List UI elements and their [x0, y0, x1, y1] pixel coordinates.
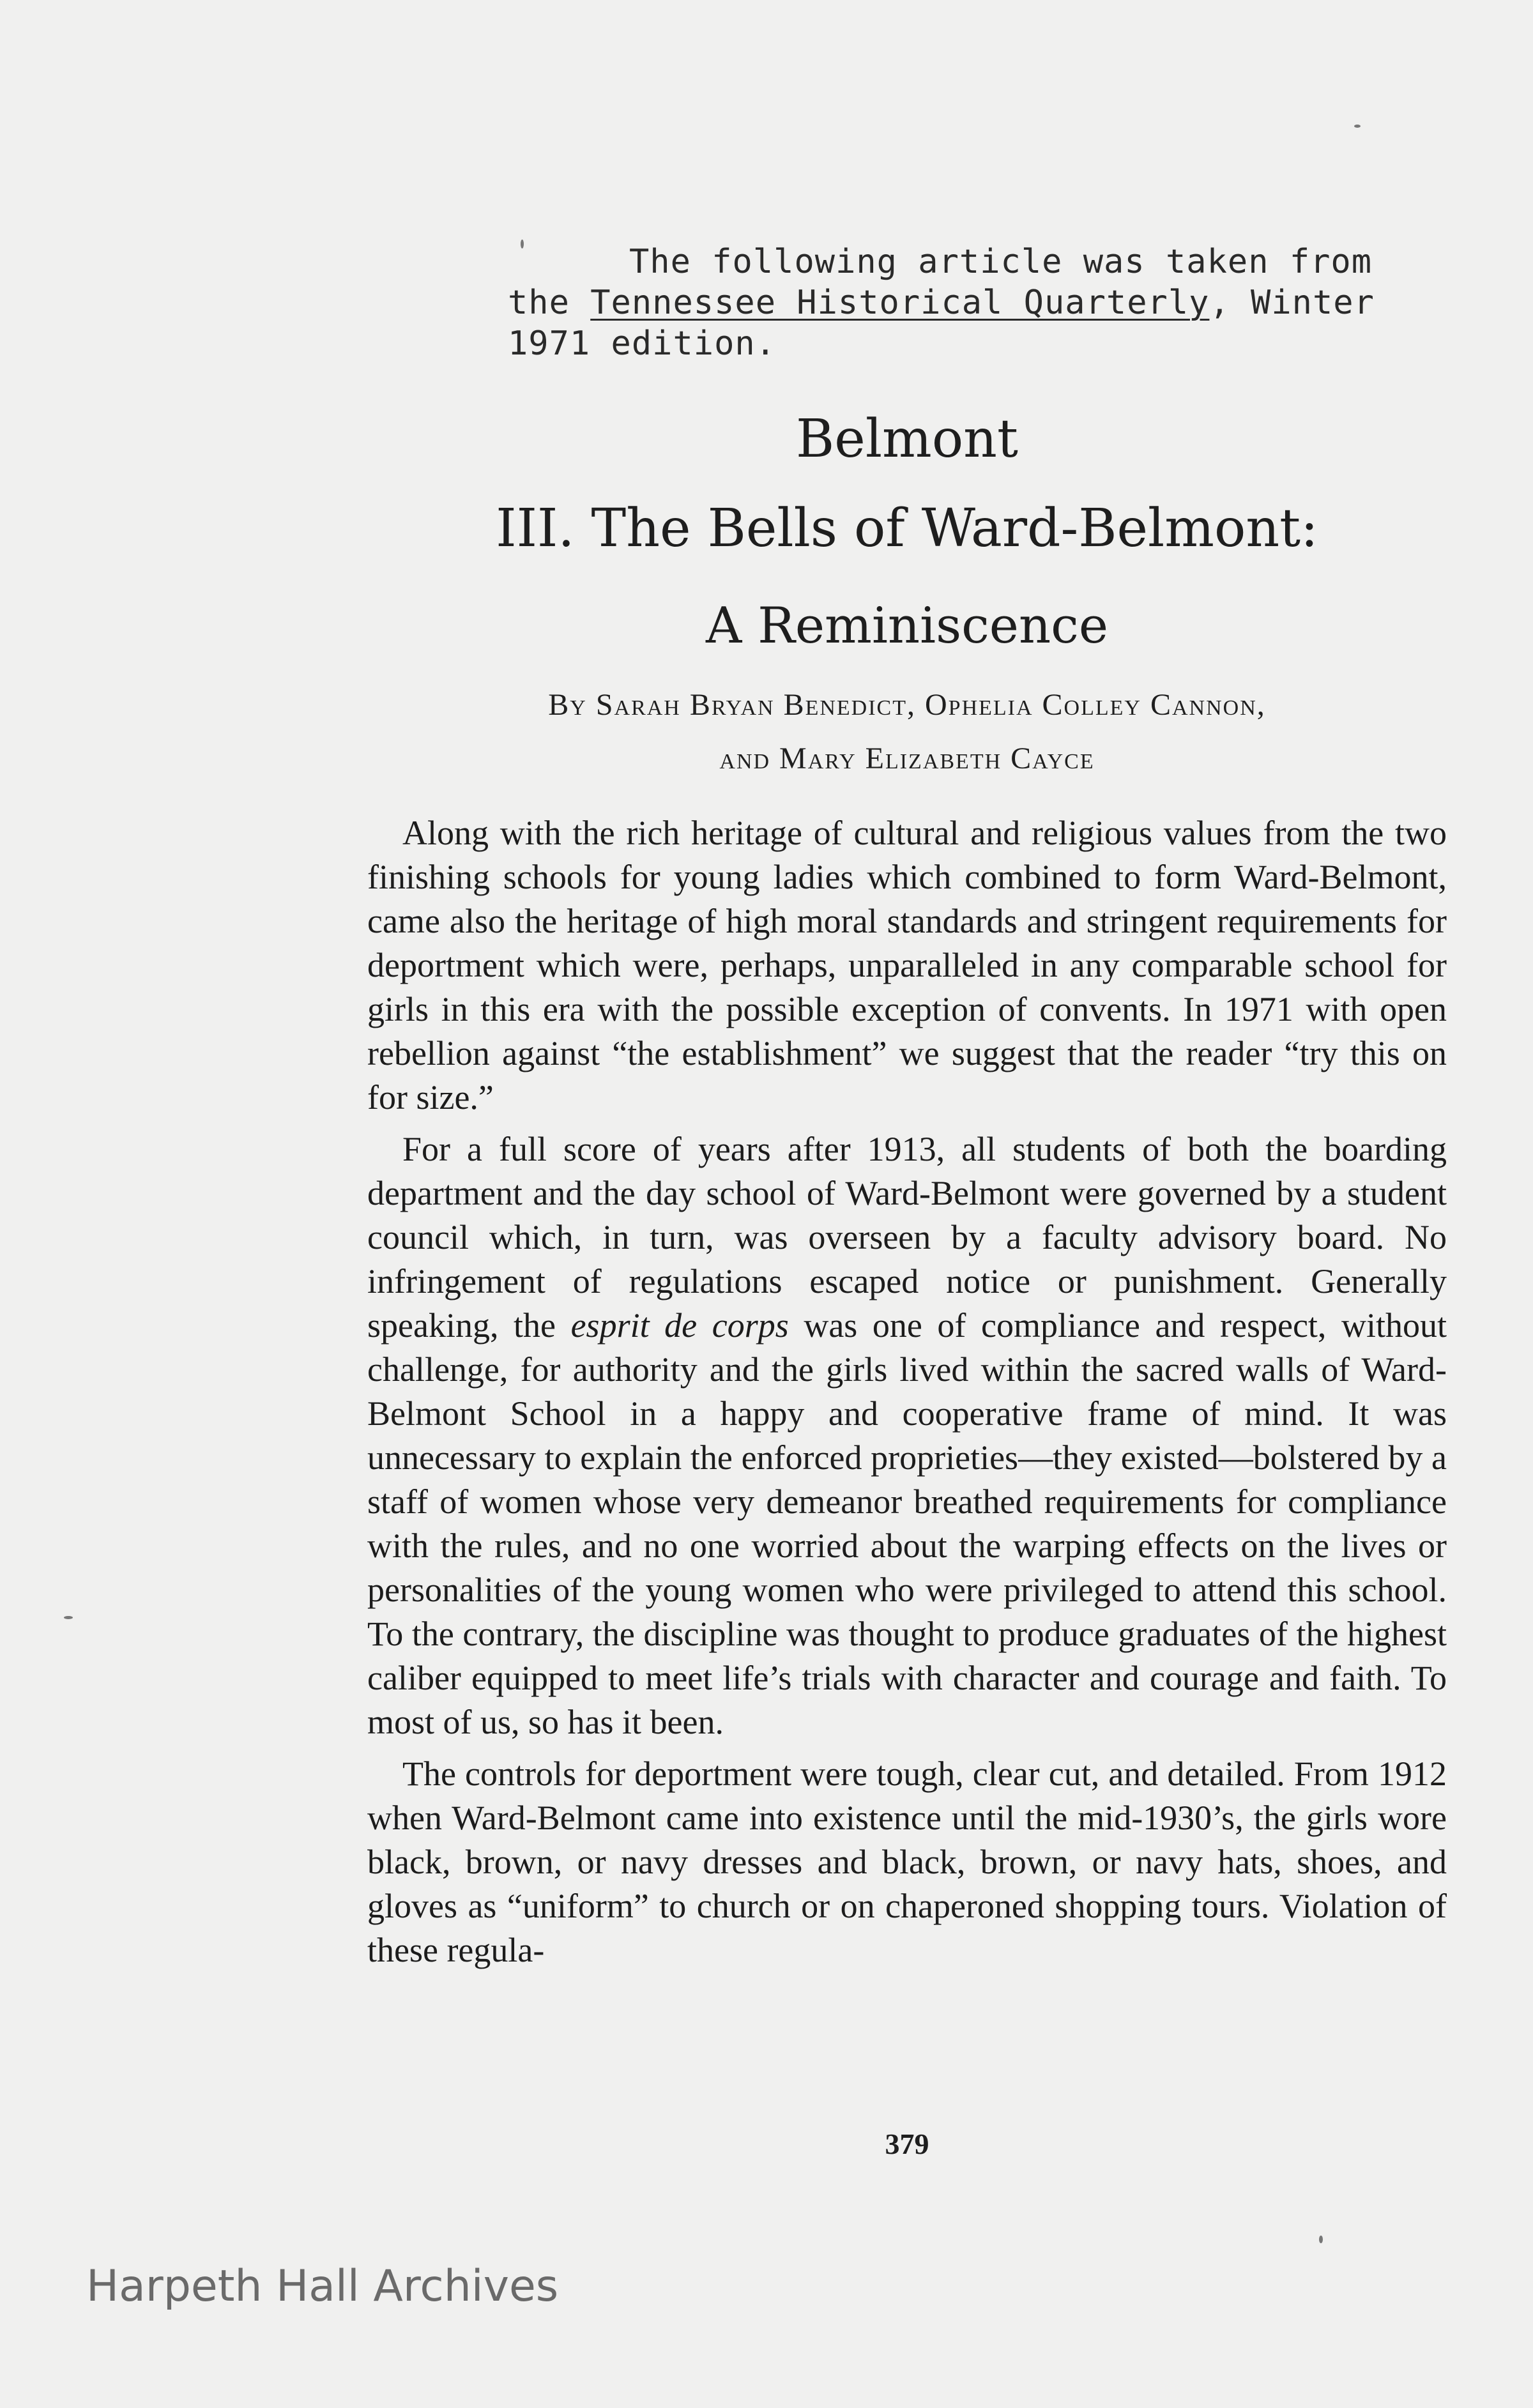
- paragraph-2-part-2: was one of compliance and respect, without challenge, for authority and the girls lived within the sacred walls of Ward-Belmont School in a happy and cooperative frame of mind. It was unnecessary to explain the enforced proprieties—they existed—bolstered by a staff of women whose very demeanor breathed requirements for compliance with the rules, and no one worried about the warping effects on the lives or personalities of the young women who were privileged to attend this school. To the contrary, the discipline was thought to produce graduates of the highest caliber equipped to meet life’s trials with character and courage and faith. To most of us, so has it been.: [367, 1306, 1447, 1741]
- paragraph-2-part-1: For a full score of years after 1913, all students of both the boarding department and the day school of Ward-Belmont were governed by a student council which, in turn, was overseen by a faculty advisory board. No infringement of regulations escaped notice or punishment. Generally speaking, the: [367, 1130, 1447, 1345]
- note-line-1: The following article was taken from: [629, 243, 1373, 281]
- paragraph-2: [367, 1127, 1447, 1744]
- publication-name: Tennessee Historical Quarterly: [590, 284, 1210, 322]
- note-line-3: 1971 edition.: [508, 324, 776, 363]
- byline-line-1: By Sarah Bryan Benedict, Ophelia Colley Cannon,: [548, 688, 1266, 722]
- note-line-2-suffix: , Winter: [1209, 284, 1375, 322]
- scan-speck: [521, 240, 524, 248]
- scan-speck: [64, 1616, 73, 1619]
- article-subtitle: III. The Bells of Ward-Belmont:: [496, 498, 1318, 559]
- byline-line-2: and Mary Elizabeth Cayce: [719, 742, 1095, 775]
- paragraph-3: The controls for deportment were tough, clear cut, and detailed. From 1912 when Ward-Belmont came into existence until the mid-1930’s, the girls wore black, brown, or navy dresses and black, brown, or navy hats, shoes, and gloves as “uniform” to church or on chaperoned shopping tours. Violation of these regula-: [367, 1755, 1447, 1969]
- article-body: [367, 811, 1447, 1980]
- byline: [370, 678, 1444, 786]
- page-number: 379: [885, 2128, 929, 2160]
- typewritten-note: [508, 241, 1530, 364]
- note-line-2: [508, 282, 1530, 323]
- scan-speck: [1319, 2236, 1323, 2243]
- paragraph-1: Along with the rich heritage of cultural and religious values from the two finishing schools for young ladies which combined to form Ward-Belmont, came also the heritage of high moral standards and stringent requirements for deportment which were, perhaps, unparalleled in any comparable school for girls in this era with the possible exception of convents. In 1971 with open rebellion against “the establishment” we suggest that the reader “try this on for size.”: [367, 814, 1447, 1116]
- article-title: Belmont: [796, 409, 1018, 469]
- scan-speck: [1354, 125, 1361, 128]
- note-line-2-prefix: the: [508, 284, 591, 322]
- article-subtitle-2: A Reminiscence: [705, 597, 1109, 655]
- paragraph-2-italic: esprit de corps: [570, 1306, 789, 1345]
- archive-watermark: Harpeth Hall Archives: [86, 2261, 559, 2312]
